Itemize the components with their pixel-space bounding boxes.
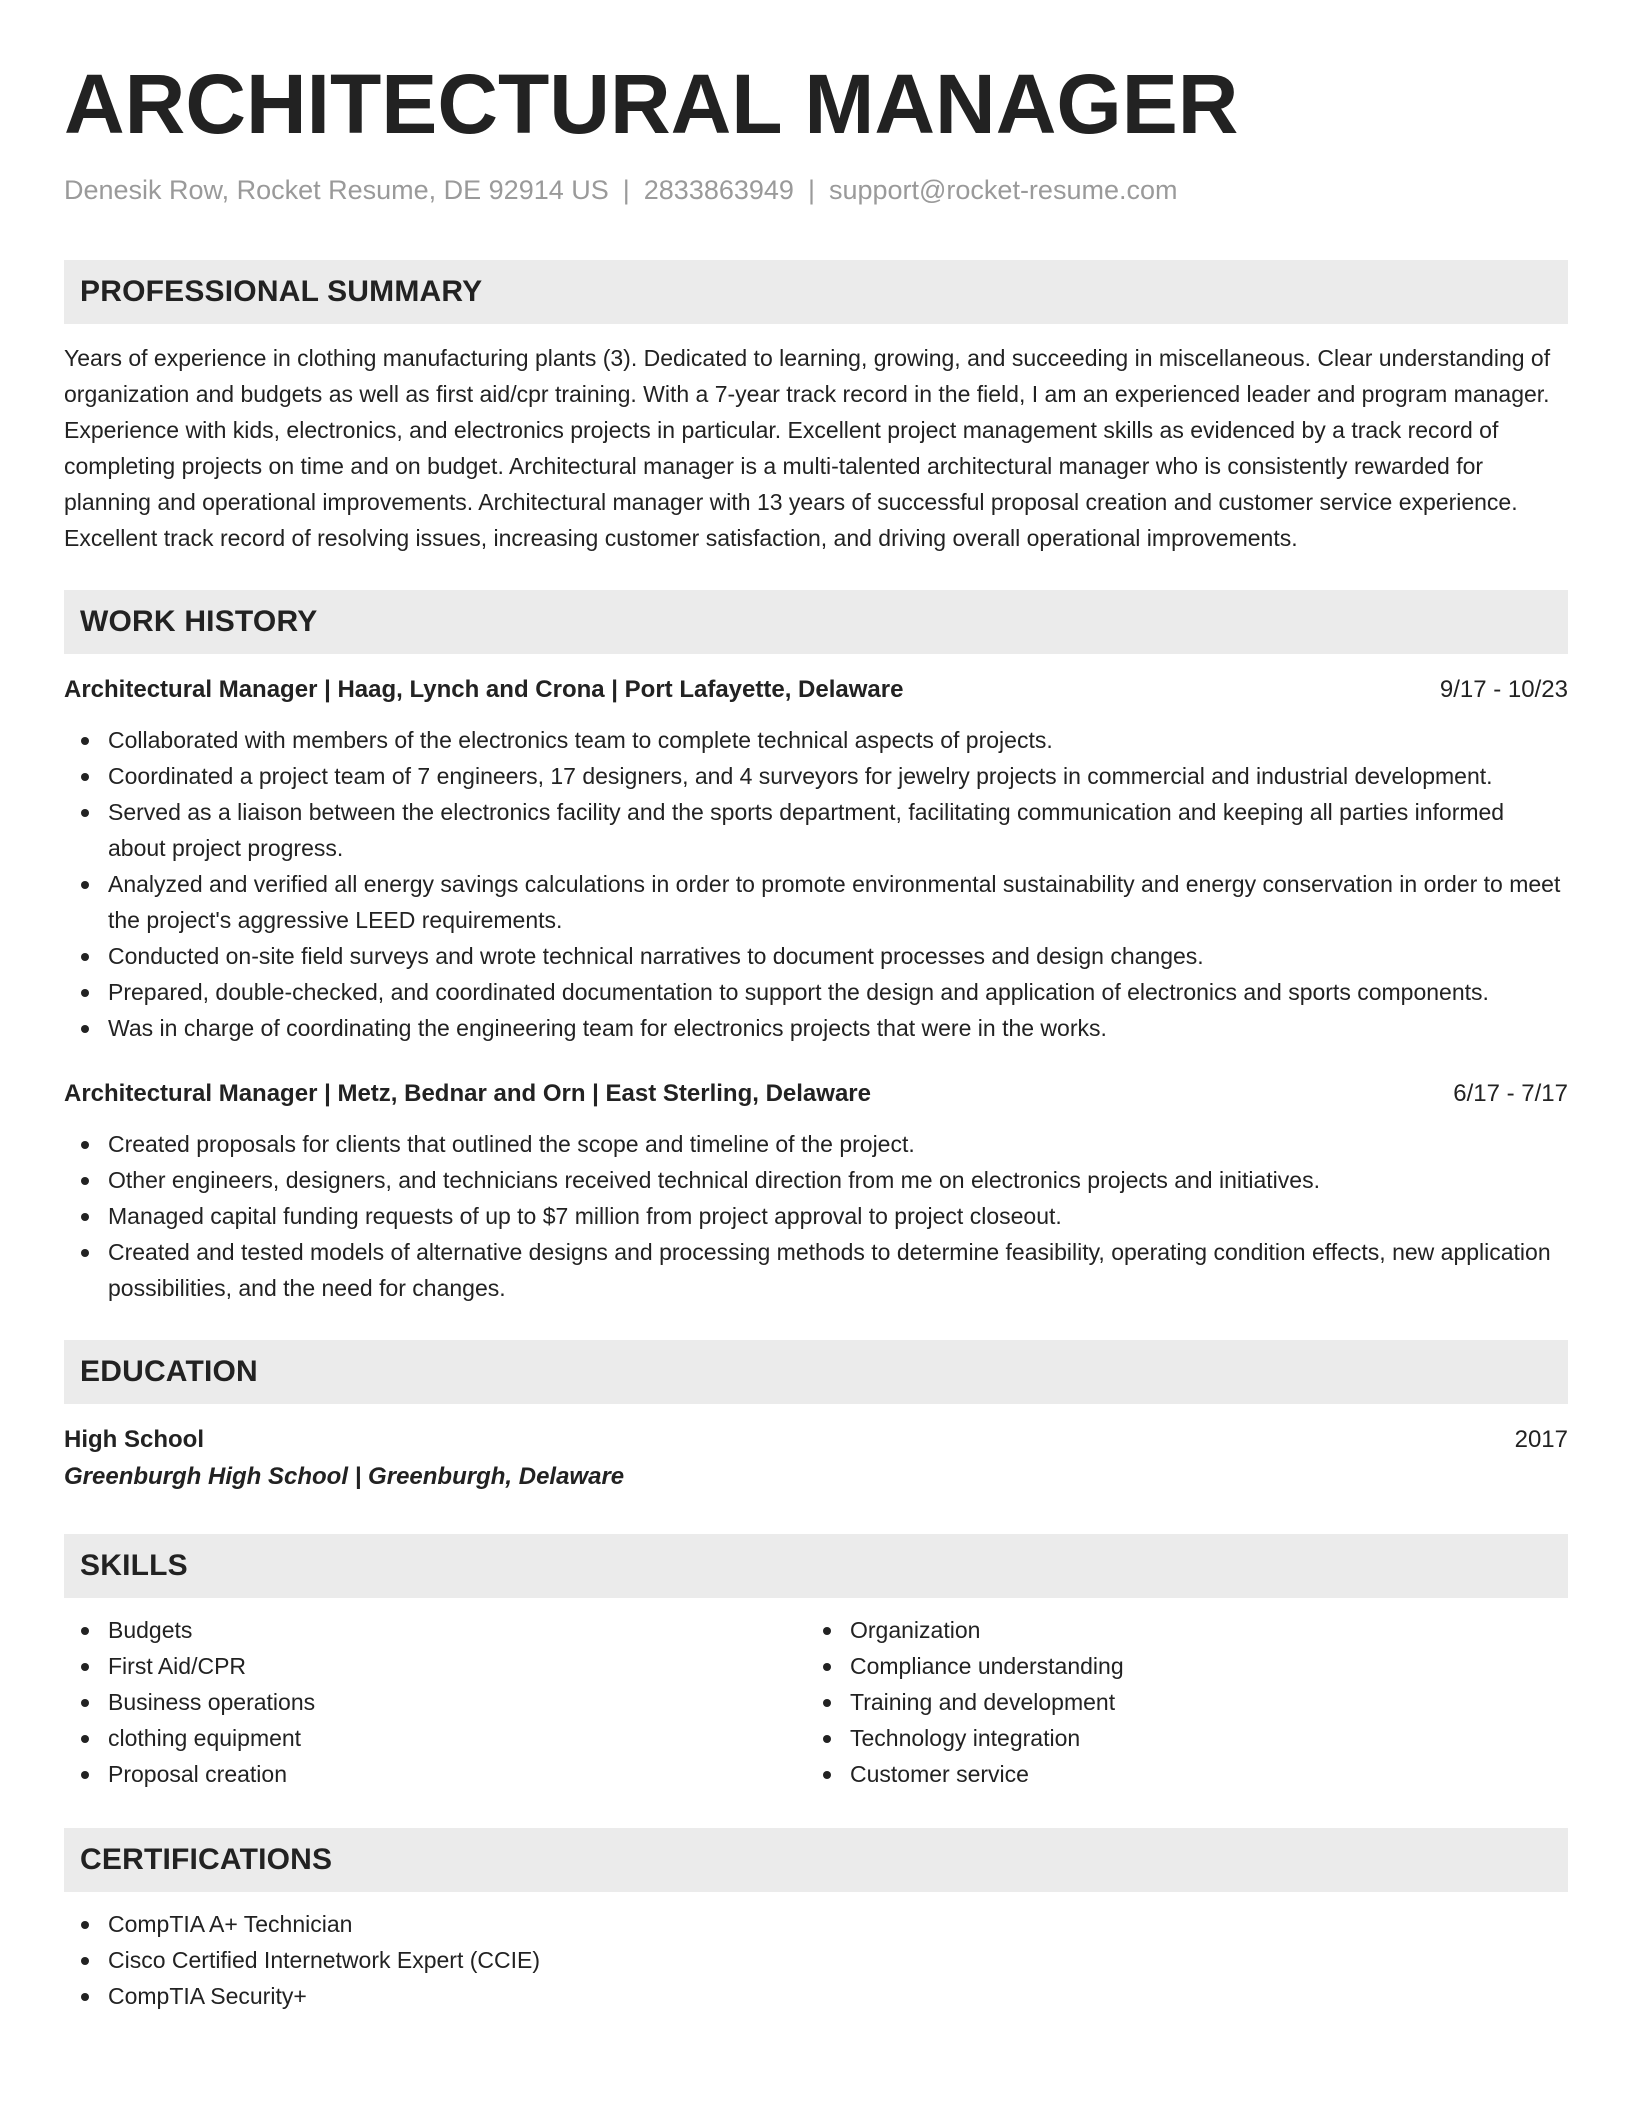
certifications-list (64, 1906, 1568, 2014)
skill-text: Business operations (108, 1689, 316, 1715)
job-entry (64, 672, 1568, 1046)
job-title: Architectural Manager | Metz, Bednar and Orn | East Sterling, Delaware (64, 1080, 871, 1107)
bullet-icon (823, 1735, 831, 1743)
job-bullets (64, 1126, 1568, 1306)
bullet-icon (81, 737, 89, 745)
job-bullet-text: Was in charge of coordinating the engineering team for electronics projects that were in the works. (108, 1015, 1107, 1041)
skill-text: clothing equipment (108, 1725, 302, 1751)
job-bullet-text: Created and tested models of alternative designs and processing methods to determine feasibility, operating condition effects, new application possibilities, and the need for changes. (108, 1239, 1551, 1301)
job-header (64, 1076, 1568, 1112)
skill-item (108, 1612, 806, 1648)
skill-text: Compliance understanding (850, 1653, 1124, 1679)
contact-line (64, 172, 1568, 208)
job-entry (64, 1076, 1568, 1306)
skill-item (108, 1756, 806, 1792)
education-year: 2017 (1514, 1426, 1568, 1453)
skill-text: Customer service (850, 1761, 1029, 1787)
skill-text: Organization (850, 1617, 981, 1643)
job-bullet-text: Conducted on-site field surveys and wrote technical narratives to document processes and design changes. (108, 943, 1204, 969)
job-bullet-text: Prepared, double-checked, and coordinated documentation to support the design and application of electronics and sports components. (108, 979, 1489, 1005)
bullet-icon (823, 1627, 831, 1635)
job-bullet-text: Coordinated a project team of 7 engineers, 17 designers, and 4 surveyors for jewelry projects in commercial and industrial development. (108, 763, 1493, 789)
skill-item (850, 1720, 1548, 1756)
resume-page (64, 54, 1568, 2014)
certification-text: CompTIA Security+ (108, 1983, 307, 2009)
skills-list (64, 1612, 806, 1792)
job-bullets (64, 722, 1568, 1046)
skills-columns (64, 1612, 1568, 1792)
job-bullet-text: Collaborated with members of the electronics team to complete technical aspects of projects. (108, 727, 1053, 753)
certification-item (108, 1942, 1568, 1978)
skills-column-left (64, 1612, 806, 1792)
summary-heading: PROFESSIONAL SUMMARY (64, 260, 1568, 324)
job-bullet (108, 938, 1568, 974)
certification-item (108, 1906, 1568, 1942)
bullet-icon (81, 1771, 89, 1779)
certification-text: CompTIA A+ Technician (108, 1911, 353, 1937)
job-bullet (108, 974, 1568, 1010)
job-header (64, 672, 1568, 708)
bullet-icon (81, 1141, 89, 1149)
bullet-icon (81, 1735, 89, 1743)
bullet-icon (81, 1993, 89, 2001)
summary-text: Years of experience in clothing manufacturing plants (3). Dedicated to learning, growing, and succeeding in miscellaneous. Clear understanding of organization and budgets as well as first aid/cpr training. With a 7-year track record in the field, I am an experienced leader and program manager. Experience with kids, electronics, and electronics projects in particular. Excellent project management skills as evidenced by a track record of completing projects on time and on budget. Architectural manager is a multi-talented architectural manager who is consistently rewarded for planning and operational improvements. Architectural manager with 13 years of successful proposal creation and customer service experience. Excellent track record of resolving issues, increasing customer satisfaction, and driving overall operational improvements. (64, 345, 1551, 551)
bullet-icon (823, 1771, 831, 1779)
bullet-icon (81, 1177, 89, 1185)
skill-item (850, 1684, 1548, 1720)
job-bullet-text: Created proposals for clients that outlined the scope and timeline of the project. (108, 1131, 915, 1157)
job-bullet (108, 1234, 1568, 1306)
job-bullet-text: Analyzed and verified all energy savings calculations in order to promote environmental sustainability and energy conservation in order to meet the project's aggressive LEED requirements. (108, 871, 1561, 933)
skill-item (108, 1720, 806, 1756)
bullet-icon (81, 773, 89, 781)
job-bullet (108, 866, 1568, 938)
certifications-heading: CERTIFICATIONS (64, 1828, 1568, 1892)
skill-text: First Aid/CPR (108, 1653, 247, 1679)
job-bullet (108, 794, 1568, 866)
skills-heading: SKILLS (64, 1534, 1568, 1598)
bullet-icon (81, 1249, 89, 1257)
certification-text: Cisco Certified Internetwork Expert (CCIE) (108, 1947, 541, 1973)
bullet-icon (81, 1957, 89, 1965)
education-entry (64, 1422, 1568, 1496)
job-bullet (108, 1198, 1568, 1234)
contact-phone: 2833863949 (643, 175, 794, 205)
skill-text: Budgets (108, 1617, 193, 1643)
bullet-icon (823, 1699, 831, 1707)
education-heading: EDUCATION (64, 1340, 1568, 1404)
job-dates: 6/17 - 7/17 (1453, 1080, 1568, 1107)
bullet-icon (81, 989, 89, 997)
job-bullet-text: Served as a liaison between the electronics facility and the sports department, facilitating communication and keeping all parties informed about project progress. (108, 799, 1505, 861)
skill-item (108, 1648, 806, 1684)
bullet-icon (81, 1699, 89, 1707)
skill-text: Proposal creation (108, 1761, 287, 1787)
job-dates: 9/17 - 10/23 (1439, 676, 1568, 703)
certification-item (108, 1978, 1568, 2014)
bullet-icon (823, 1663, 831, 1671)
job-title: Architectural Manager | Haag, Lynch and Crona | Port Lafayette, Delaware (64, 676, 904, 703)
bullet-icon (81, 1627, 89, 1635)
skills-column-right (806, 1612, 1548, 1792)
job-bullet (108, 758, 1568, 794)
bullet-icon (81, 1025, 89, 1033)
job-bullet (108, 1010, 1568, 1046)
bullet-icon (81, 881, 89, 889)
education-header (64, 1422, 1568, 1458)
contact-separator: | (807, 175, 815, 205)
skill-item (850, 1612, 1548, 1648)
contact-address: Denesik Row, Rocket Resume, DE 92914 US (64, 175, 609, 205)
work-history-heading: WORK HISTORY (64, 590, 1568, 654)
job-bullet-text: Managed capital funding requests of up to $7 million from project approval to project closeout. (108, 1203, 1062, 1229)
job-bullet-text: Other engineers, designers, and technicians received technical direction from me on electronics projects and initiatives. (108, 1167, 1320, 1193)
bullet-icon (81, 809, 89, 817)
skill-item (850, 1756, 1548, 1792)
job-bullet (108, 1162, 1568, 1198)
education-school: Greenburgh High School | Greenburgh, Delaware (64, 1463, 625, 1490)
bullet-icon (81, 953, 89, 961)
education-degree: High School (64, 1426, 204, 1453)
contact-separator: | (622, 175, 630, 205)
job-bullet (108, 1126, 1568, 1162)
contact-email: support@rocket-resume.com (828, 175, 1178, 205)
skill-item (108, 1684, 806, 1720)
skills-list (806, 1612, 1548, 1792)
resume-name: ARCHITECTURAL MANAGER (64, 57, 1239, 151)
skill-text: Technology integration (850, 1725, 1081, 1751)
bullet-icon (81, 1921, 89, 1929)
skill-text: Training and development (850, 1689, 1116, 1715)
bullet-icon (81, 1663, 89, 1671)
job-bullet (108, 722, 1568, 758)
skill-item (850, 1648, 1548, 1684)
bullet-icon (81, 1213, 89, 1221)
